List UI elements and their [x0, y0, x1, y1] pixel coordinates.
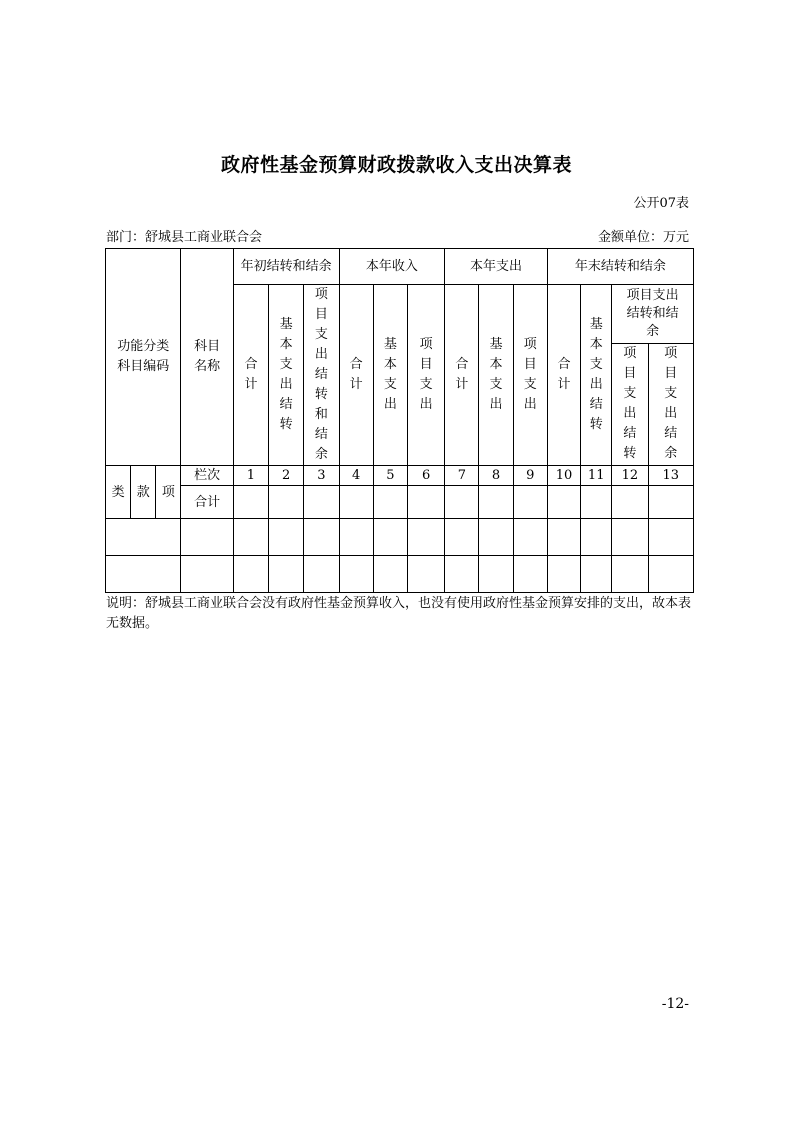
table-cell: [513, 486, 547, 519]
table-row: [106, 519, 694, 556]
table-cell: [233, 486, 268, 519]
code-col-xiang: 项: [156, 466, 181, 519]
expense-project: 项目支出: [513, 285, 547, 466]
closing-basic-carry: 基本支出结转: [581, 285, 612, 466]
table-cell: [304, 486, 339, 519]
table-cell: [181, 556, 233, 593]
table-cell: [269, 486, 304, 519]
table-cell: [373, 556, 407, 593]
table-cell: [612, 486, 648, 519]
budget-table: [105, 248, 694, 593]
table-cell: [612, 519, 648, 556]
col-number: 3: [304, 466, 339, 486]
page-title: 政府性基金预算财政拨款收入支出决算表: [220, 154, 572, 176]
code-header: 功能分类科目编码: [106, 249, 181, 466]
table-cell: [304, 519, 339, 556]
form-number: 公开07表: [633, 196, 689, 211]
col-number: 12: [612, 466, 648, 486]
table-cell: [339, 486, 373, 519]
group-income: 本年收入: [339, 249, 445, 285]
table-row: [106, 556, 694, 593]
opening-basic-carry: 基本支出结转: [269, 285, 304, 466]
explanation-note: 说明：舒城县工商业联合会没有政府性基金预算收入，也没有使用政府性基金预算安排的支出，故本表无数据。: [106, 596, 692, 631]
closing-total: 合计: [547, 285, 580, 466]
group-opening: 年初结转和结余: [233, 249, 339, 285]
table-cell: [547, 519, 580, 556]
code-col-kuan: 款: [131, 466, 156, 519]
opening-project-carry-balance: 项目支出结转和结余: [304, 285, 339, 466]
table-cell: [581, 556, 612, 593]
expense-basic: 基本支出: [479, 285, 513, 466]
table-cell: [407, 519, 444, 556]
table-cell: [304, 556, 339, 593]
col-number: 7: [445, 466, 479, 486]
table-cell: [479, 486, 513, 519]
col-number: 1: [233, 466, 268, 486]
table-cell: [513, 556, 547, 593]
col-number: 4: [339, 466, 373, 486]
col-number: 10: [547, 466, 580, 486]
table-cell: [106, 519, 181, 556]
table-cell: [269, 519, 304, 556]
table-cell: [269, 556, 304, 593]
table-cell: [445, 519, 479, 556]
col-number: 5: [373, 466, 407, 486]
expense-total: 合计: [445, 285, 479, 466]
table-cell: [339, 519, 373, 556]
group-expense: 本年支出: [445, 249, 548, 285]
table-cell: [513, 519, 547, 556]
table-cell: [233, 519, 268, 556]
table-cell: [407, 486, 444, 519]
table-cell: [407, 556, 444, 593]
table-cell: [581, 486, 612, 519]
table-cell: [106, 556, 181, 593]
unit-label: 金额单位：万元: [597, 230, 689, 245]
table-cell: [373, 519, 407, 556]
table-cell: [479, 519, 513, 556]
income-basic: 基本支出: [373, 285, 407, 466]
table-cell: [612, 556, 648, 593]
table-cell: [547, 486, 580, 519]
closing-project-balance: 项目支出结余: [648, 343, 693, 465]
name-header: 科目名称: [181, 249, 233, 466]
col-number: 13: [648, 466, 693, 486]
table-cell: [648, 556, 693, 593]
table-cell: [648, 486, 693, 519]
table-cell: [339, 556, 373, 593]
table-cell: [547, 556, 580, 593]
row-index-label: 栏次: [181, 466, 233, 486]
table-cell: [181, 519, 233, 556]
table-cell: [445, 556, 479, 593]
opening-total: 合计: [233, 285, 268, 466]
table-cell: [581, 519, 612, 556]
closing-project-carry: 项目支出结转: [612, 343, 648, 465]
income-total: 合计: [339, 285, 373, 466]
closing-project-group: 项目支出结转和结余: [612, 285, 694, 344]
table-cell: [233, 556, 268, 593]
income-project: 项目支出: [407, 285, 444, 466]
col-number: 2: [269, 466, 304, 486]
table-cell: [648, 519, 693, 556]
department-label: 部门：舒城县工商业联合会: [106, 230, 263, 245]
col-number: 8: [479, 466, 513, 486]
table-cell: [373, 486, 407, 519]
page-number: -12-: [661, 996, 689, 1012]
col-number: 9: [513, 466, 547, 486]
row-total-label: 合计: [181, 486, 233, 519]
col-number: 6: [407, 466, 444, 486]
table-cell: [445, 486, 479, 519]
col-number: 11: [581, 466, 612, 486]
table-cell: [479, 556, 513, 593]
group-closing: 年末结转和结余: [547, 249, 693, 285]
code-col-lei: 类: [106, 466, 131, 519]
